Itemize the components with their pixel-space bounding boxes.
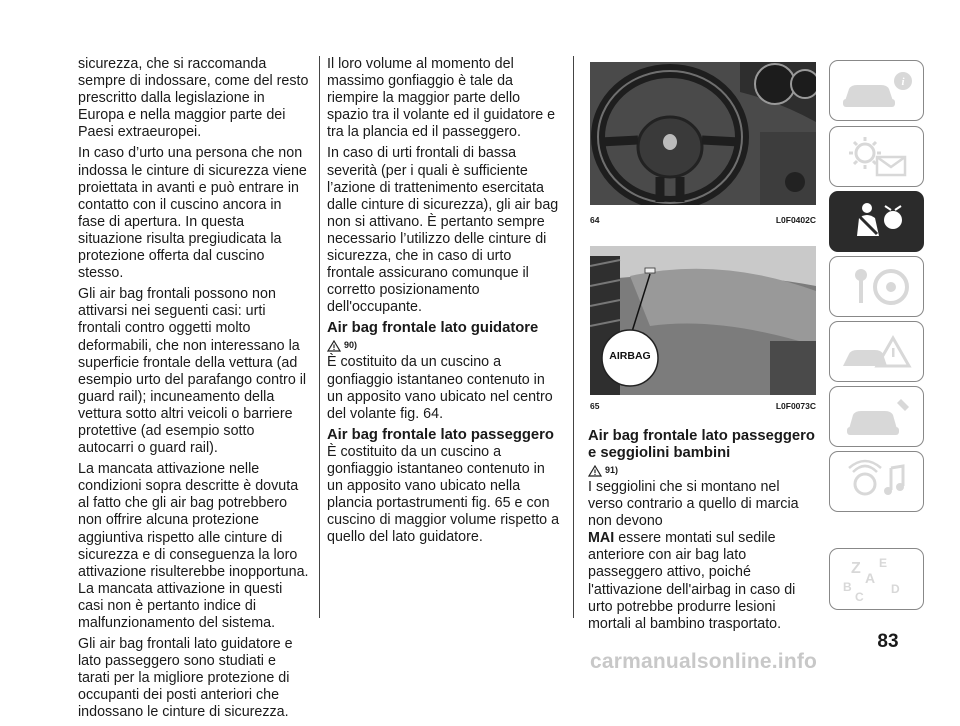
car-info-icon [835,65,919,117]
warning-triangle-icon [588,465,602,477]
paragraph: In caso d’urto una persona che non indossa le cinture di sicurezza viene proiettata in avanti e può entrare in contatto con il cuscino ancora in fase di apertura. In questa situazione risulta pregiudicata la protezione offerta dal cuscino stesso. [78,145,307,282]
column-2 [327,56,563,550]
svg-text:A: A [864,570,875,586]
nav-tab-lights-warnings[interactable] [829,126,924,187]
nav-tab-safety[interactable] [829,191,924,252]
dashboard-illustration [590,246,816,395]
text-run: essere montati sul sedile anteriore con air bag lato passeggero attivo, poiché l'attivazione dell'airbag in caso di urto potrebbe produrre lesioni mortali al bambino trasportato. [588,530,796,632]
nav-tab-index[interactable] [829,548,924,610]
paragraph: Gli air bag frontali lato guidatore e lato passeggero sono studiati e tarati per la migliore protezione di occupanti dei posti anteriori che indossano le cinture di sicurezza. [78,636,293,721]
figure-number: 65 [590,401,600,411]
warning-reference [327,337,563,354]
column-divider [319,56,320,618]
paragraph: In caso di urti frontali di bassa severità (per i quali è sufficiente l’azione di trattenimento esercitata dalle cinture di sicurezza), gli air bag non si attivano. È pertanto sempre necessario l’utilizzo delle cinture di sicurezza, che in caso di urto frontale assicurano comunque il corretto posizionamento dell'occupante. [327,145,559,316]
nav-tab-emergency[interactable] [829,321,924,382]
text-run: I seggiolini che si montano nel verso contrario a quello di marcia non devono [588,479,799,530]
index-letters-icon [835,553,919,605]
svg-text:Z: Z [850,560,861,577]
figure-number: 64 [590,215,600,225]
paragraph: Il loro volume al momento del massimo gonfiaggio è tale da riempire la maggior parte dello spazio tra il volante ed il guidatore e tra la plancia ed il passeggero. [327,56,556,141]
nav-tab-car-info[interactable] [829,60,924,121]
warning-reference [588,462,816,479]
paragraph: sicurezza, che si raccomanda sempre di indossare, come del resto prescritto dalla legislazione in Europa e nella maggior parte dei Paesi extraeuropei. [78,56,309,141]
paragraph [588,479,816,633]
figure-65-dashboard-airbag [590,246,816,395]
seatbelt-airbag-icon [835,196,919,248]
figure-code: L0F0402C [775,215,816,225]
multimedia-icon [835,456,919,508]
key-steering-wheel-icon [835,261,919,313]
maintenance-car-icon [835,391,919,443]
paragraph: Gli air bag frontali possono non attivarsi nei seguenti casi: urti frontali contro oggetti molto deformabili, che non interessano la superficie frontale della vettura (ad esempio urto del parafango contro il guard rail); incuneamento della vettura sotto altri veicoli o barriere protettive (ad esempio sotto autocarri o guard rail). [78,286,307,457]
figure-64-caption [590,215,816,225]
paragraph: È costituito da un cuscino a gonfiaggio istantaneo contenuto in un apposito vano ubicato nel centro del volante fig. 64. [327,354,553,422]
steering-wheel-illustration [590,62,816,205]
page-number: 83 [877,631,899,652]
figure-code: L0F0073C [775,401,816,411]
nav-tab-starting-driving[interactable] [829,256,924,317]
svg-text:i: i [900,75,905,88]
airbag-label: AIRBAG [609,350,651,362]
svg-text:C: C [854,590,864,604]
footer-watermark: carmanualsonline.info [590,650,818,673]
paragraph: È costituito da un cuscino a gonfiaggio istantaneo contenuto in un apposito vano ubicato nella plancia portastrumenti fig. 65 e con cuscino di maggior volume rispetto a quello del lato guidatore. [327,443,560,546]
column-1 [78,56,310,726]
figure-64-steering-wheel [590,62,816,205]
paragraph: La mancata attivazione nelle condizioni sopra descritte è dovuta al fatto che gli air bag potrebbero non offrire alcuna protezione aggiuntiva rispetto alle cinture di sicurezza e di conseguenza la loro attivazione risulterebbe inopportuna. La mancata attivazione in questi casi non è pertanto indice di malfunzionamento del sistema. [78,461,309,631]
svg-text:E: E [878,556,887,570]
warning-triangle-car-icon [835,326,919,378]
section-heading-driver: Air bag frontale lato guidatore [327,320,539,337]
figure-65-caption [590,401,816,411]
warning-triangle-icon [327,340,341,352]
column-divider [573,56,574,618]
svg-text:B: B [842,580,852,594]
warning-ref-number: 90) [344,340,358,351]
section-heading-child-seats: Air bag frontale lato passeggero e seggiolini bambini [588,428,815,461]
lights-warning-icon [835,131,919,183]
nav-tab-maintenance[interactable] [829,386,924,447]
warning-ref-number: 91) [605,464,619,475]
nav-tab-multimedia[interactable] [829,451,924,512]
section-heading-passenger: Air bag frontale lato passeggero [327,426,554,443]
column-3 [588,428,816,637]
emphasis-text: MAI [588,530,615,547]
svg-text:D: D [890,582,900,596]
